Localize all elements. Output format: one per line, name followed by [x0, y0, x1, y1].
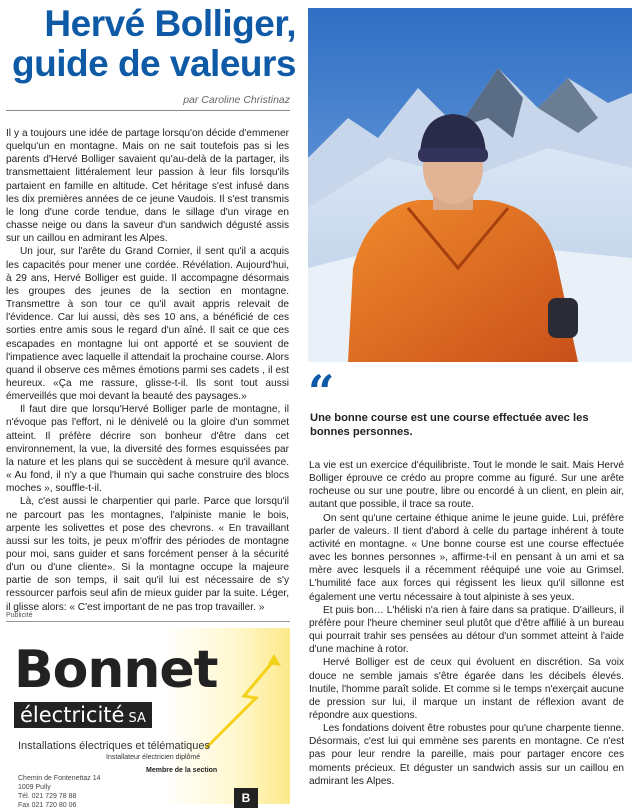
quote-mark-icon: “	[308, 365, 335, 419]
pull-quote: Une bonne course est une course effectuée avec les bonnes personnes.	[310, 412, 589, 438]
advertisement[interactable]	[6, 628, 290, 809]
left-column	[6, 127, 289, 614]
ad-badge: B	[234, 788, 258, 808]
ad-fax: Fax 021 720 80 06	[18, 802, 77, 809]
article-title	[6, 4, 296, 84]
paragraph: Il y a toujours une idée de partage lorsqu'on décide d'emmener quelqu'un en montagne. Mais on ne sait toutefois pas si les parents d'Hervé Bolliger savaient qu'au-delà de la partager, ils transmettaient littéralement leur passion à leur fils lorsqu'ils partaient en famille en altitude. Cet héritage s'est infusé dans les dix premières années de ce jeune Vaudois. Il s'est transmis le long d'une corde tendue, dans le sillage d'un virage en chasse neige ou dans la saveur d'un sandwich dégusté assis sur un caillou en admirant les Alpes.	[6, 128, 289, 245]
paragraph: Et puis bon… L'héliski n'a rien à faire dans sa pratique. D'ailleurs, il préfère pour l'heure cheminer seul plutôt que d'être affilié à un bureau qui pourrait trahir ses pensées au détour d'un sommet atteint à l'aide d'une machine à rotor.	[309, 604, 624, 656]
ad-member: Membre de la section	[146, 767, 218, 774]
ad-phone: Tél. 021 729 78 88	[18, 793, 77, 800]
ad-divider	[6, 621, 290, 622]
ad-address	[18, 774, 101, 810]
mountain-portrait-image	[308, 8, 632, 362]
ad-subbrand-text: électricité	[20, 703, 125, 727]
paragraph: Il faut dire que lorsqu'Hervé Bolliger parle de montagne, il n'évoque pas l'effort, ni le dénivelé ou la gloire d'un sommet atteint. Il préfère décrire son bonheur d'être dans cet environnement, la vue, la diversité des formes esquissées par la nature et les plans qui se succèdent à mesure qu'il avance. « Au fond, il n'y a que l'humain qui sache construire des blocs moches », souffle-t-il.	[6, 404, 289, 495]
paragraph: Hervé Bolliger est de ceux qui évoluent en discrétion. Sa voix douce ne semble jamais s'être égarée dans les décibels élevés. Inutile, l'homme paraît solide. Et comme si le temps n'exerçait aucune de pression sur lui, il marque un instant de réflexion avant de répondre aux questions.	[309, 657, 624, 721]
title-line-2: guide de valeurs	[12, 43, 296, 84]
paragraph: On sent qu'une certaine éthique anime le jeune guide. Lui, préfère parler de valeurs. Il tient d'abord à celle du partage inhérent à toute activité en montagne. « Une bonne course est une course effectuée avec les bonnes personnes », affirme-t-il en pensant à un ami et sa mère avec lesquels il a récemment rééquipé une voie au Grimsel. L'humilité face aux forces qui régissent les lieux qu'il sillonne est également une vertu nécessaire à tout alpiniste à ses yeux.	[309, 512, 624, 603]
paragraph: La vie est un exercice d'équilibriste. Tout le monde le sait. Mais Hervé Bolliger éprouve ce crédo au propre comme au figuré. Sur une arête rocheuse ou sur une poutre, libre ou encordé à un client, en plein air, autant que possible, il trace sa route.	[309, 460, 624, 511]
title-line-1: Hervé Bolliger,	[44, 3, 296, 44]
title-divider	[6, 110, 290, 111]
right-column	[309, 459, 624, 788]
ad-brand: Bonnet	[14, 640, 218, 700]
ad-address-line: Chemin de Fontenettaz 14	[18, 775, 101, 782]
portrait-photo	[308, 8, 632, 362]
paragraph: Les fondations doivent être robustes pour qu'une charpente tienne. Désormais, c'est lui qui emmène ses parents en montagne. Ce n'est pas pour leur rendre la pareille, mais pour partager encore ces moments précieux. Et déguster un sandwich assis sur un caillou en admirant les Alpes.	[309, 723, 624, 787]
ad-tagline: Installations électriques et télématiques	[18, 740, 210, 752]
byline: par Caroline Christinaz	[183, 94, 290, 106]
ad-sa: SA	[128, 711, 146, 726]
paragraph: Un jour, sur l'arête du Grand Cornier, il sent qu'il a acquis les capacités pour mener une cordée. Révélation. Aujourd'hui, à 29 ans, Hervé Bolliger est guide. Il accompagne désormais les groupes des jeunes de la section en montagne. Transmettre à son tour ce qu'il avait appris relevait de l'évidence. Car lui aussi, dès ses 10 ans, a bénéficié de ces sorties entre amis sous le regard d'un aîné. Il sait ce que ces escapades en montagne lui ont apporté et se souvient de l'impatience avec laquelle il attendait la prochaine course. Alors quand il observe ces mêmes émotions parmi ses cadets , il est heureux. «Ça me rassure, glisse-t-il. Ils sont tout aussi émerveillés que moi devant la beauté des paysages.»	[6, 246, 289, 403]
ad-diploma: Installateur électricien diplômé	[106, 754, 201, 761]
ad-address-line: 1009 Pully	[18, 784, 51, 791]
paragraph: Là, c'est aussi le charpentier qui parle. Parce que lorsqu'il ne parcourt pas les montagnes, l'alpiniste manie le bois, arpente les solivettes et pose des chevrons. « En travaillant aussi sur les toits, je peux m'offrir des périodes de montagne pour moi, sans guider et sans forcément penser à la sécurité d'un ou d'une cliente». Si la montagne occupe la majeure partie de son temps, il sait qu'il lui est nécessaire de s'y ressourcer parfois seul afin de mieux guider par la suite. Léger, il glisse alors: « C'est important de ne pas trop travailler. »	[6, 496, 289, 613]
ad-label: Publicité	[6, 612, 33, 619]
ad-subbrand	[14, 702, 152, 728]
